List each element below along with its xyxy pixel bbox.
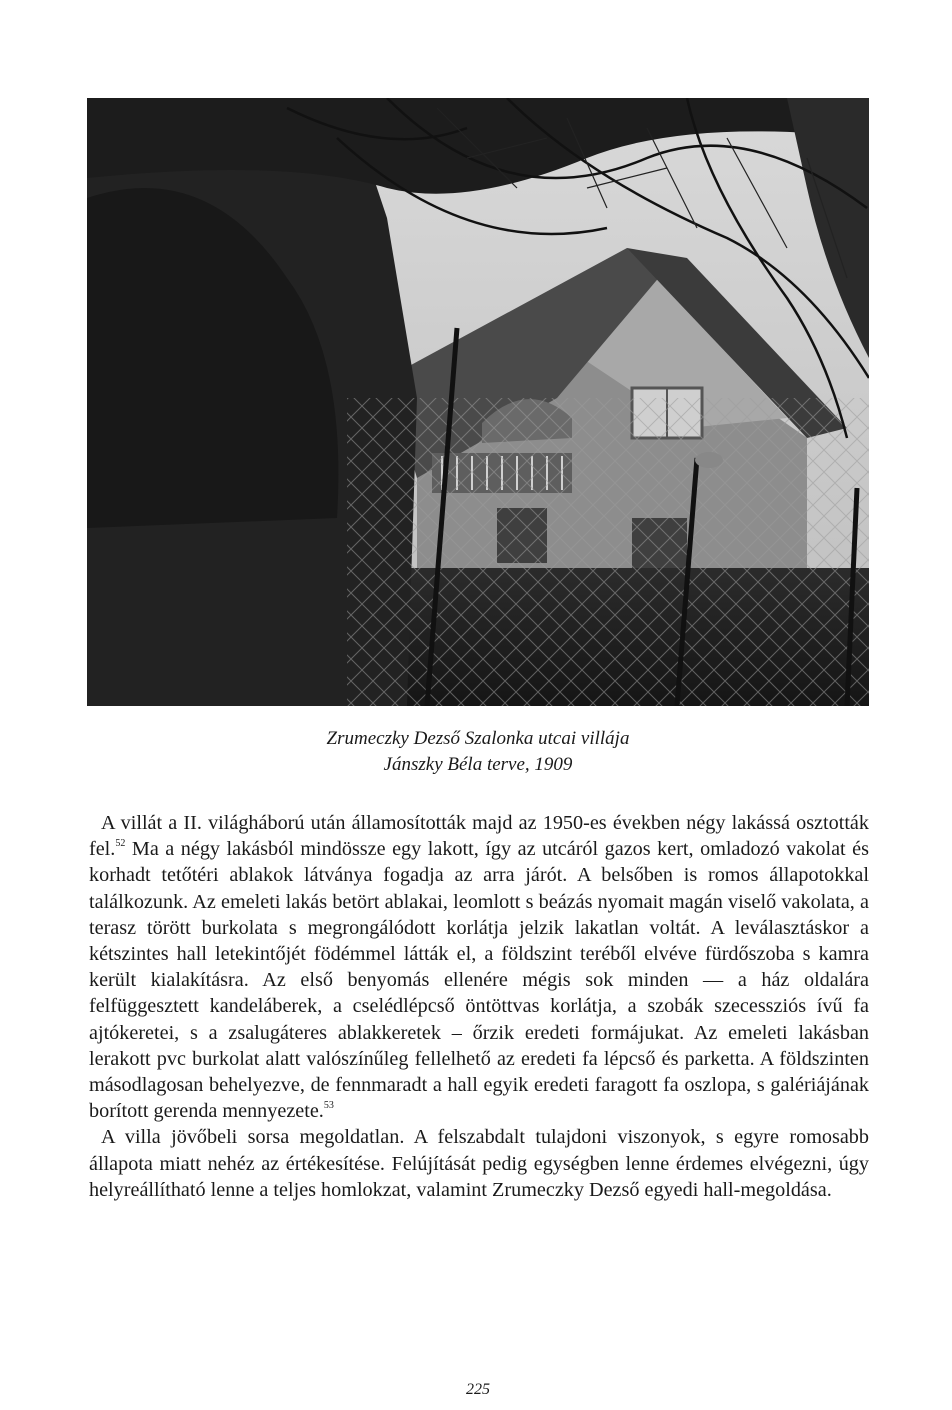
- footnote-ref-53[interactable]: 53: [323, 1100, 334, 1112]
- figure-caption: [87, 726, 869, 778]
- caption-credit: Jánszky Béla terve, 1909: [383, 754, 573, 775]
- caption-title: Zrumeczky Dezső Szalonka utcai villája: [326, 728, 630, 749]
- page-number: 225: [466, 1381, 490, 1398]
- body-text: [89, 810, 869, 1203]
- paragraph-1-rest: Ma a négy lakásból mindössze egy lakott, így az utcáról gazos kert, omladozó vakolat és korhadt tetőtéri ablakok látványa fogadja az arra járót. A belsőben is romos állapotokkal találkozunk. Az emeleti lakás betört ablakai, leomlott s beázás nyomait magán viselő vakolata, a terasz törött burkolata s megrongálódott korlátja jelzik lakatlan voltát. A leválasztáskor a kétszintes hall letekintőjét födémmel látták el, a földszint teréből elvéve fürdőszoba s kamra került kialakításra. Az első benyomás ellenére mégis sok minden — a ház oldalára felfüggesztett kandeláberek, a cselédlépcső öntöttvas korlátja, a szobák szecessziós ívű fa ajtókeretei, s a zsalugáteres ablakkeretek – őrzik eredeti formájukat. Az emeleti lakásban lerakott pvc burkolat alatt valószínűleg fellelhető az eredeti fa lépcső és parketta. A földszinten másodlagosan behelyezve, de fennmaradt a hall egyik eredeti faragott fa oszlopa, s galériájának borított gerenda mennyezete.: [89, 838, 869, 1123]
- paragraph-1: [89, 810, 869, 1124]
- footnote-ref-52[interactable]: 52: [115, 838, 126, 850]
- villa-photograph: [87, 98, 869, 706]
- paragraph-2: A villa jövőbeli sorsa megoldatlan. A felszabdalt tulajdoni viszonyok, s egyre romosabb állapota miatt nehéz az értékesítése. Felújítását pedig egységben lenne érdemes elvégezni, úgy helyreállítható lenne a teljes homlokzat, valamint Zrumeczky Dezső egyedi hall-megoldása.: [89, 1126, 869, 1201]
- paragraph-1-start: A villát a II. világháború után államosították majd az 1950-es években négy lakássá osztották fel.: [89, 812, 869, 861]
